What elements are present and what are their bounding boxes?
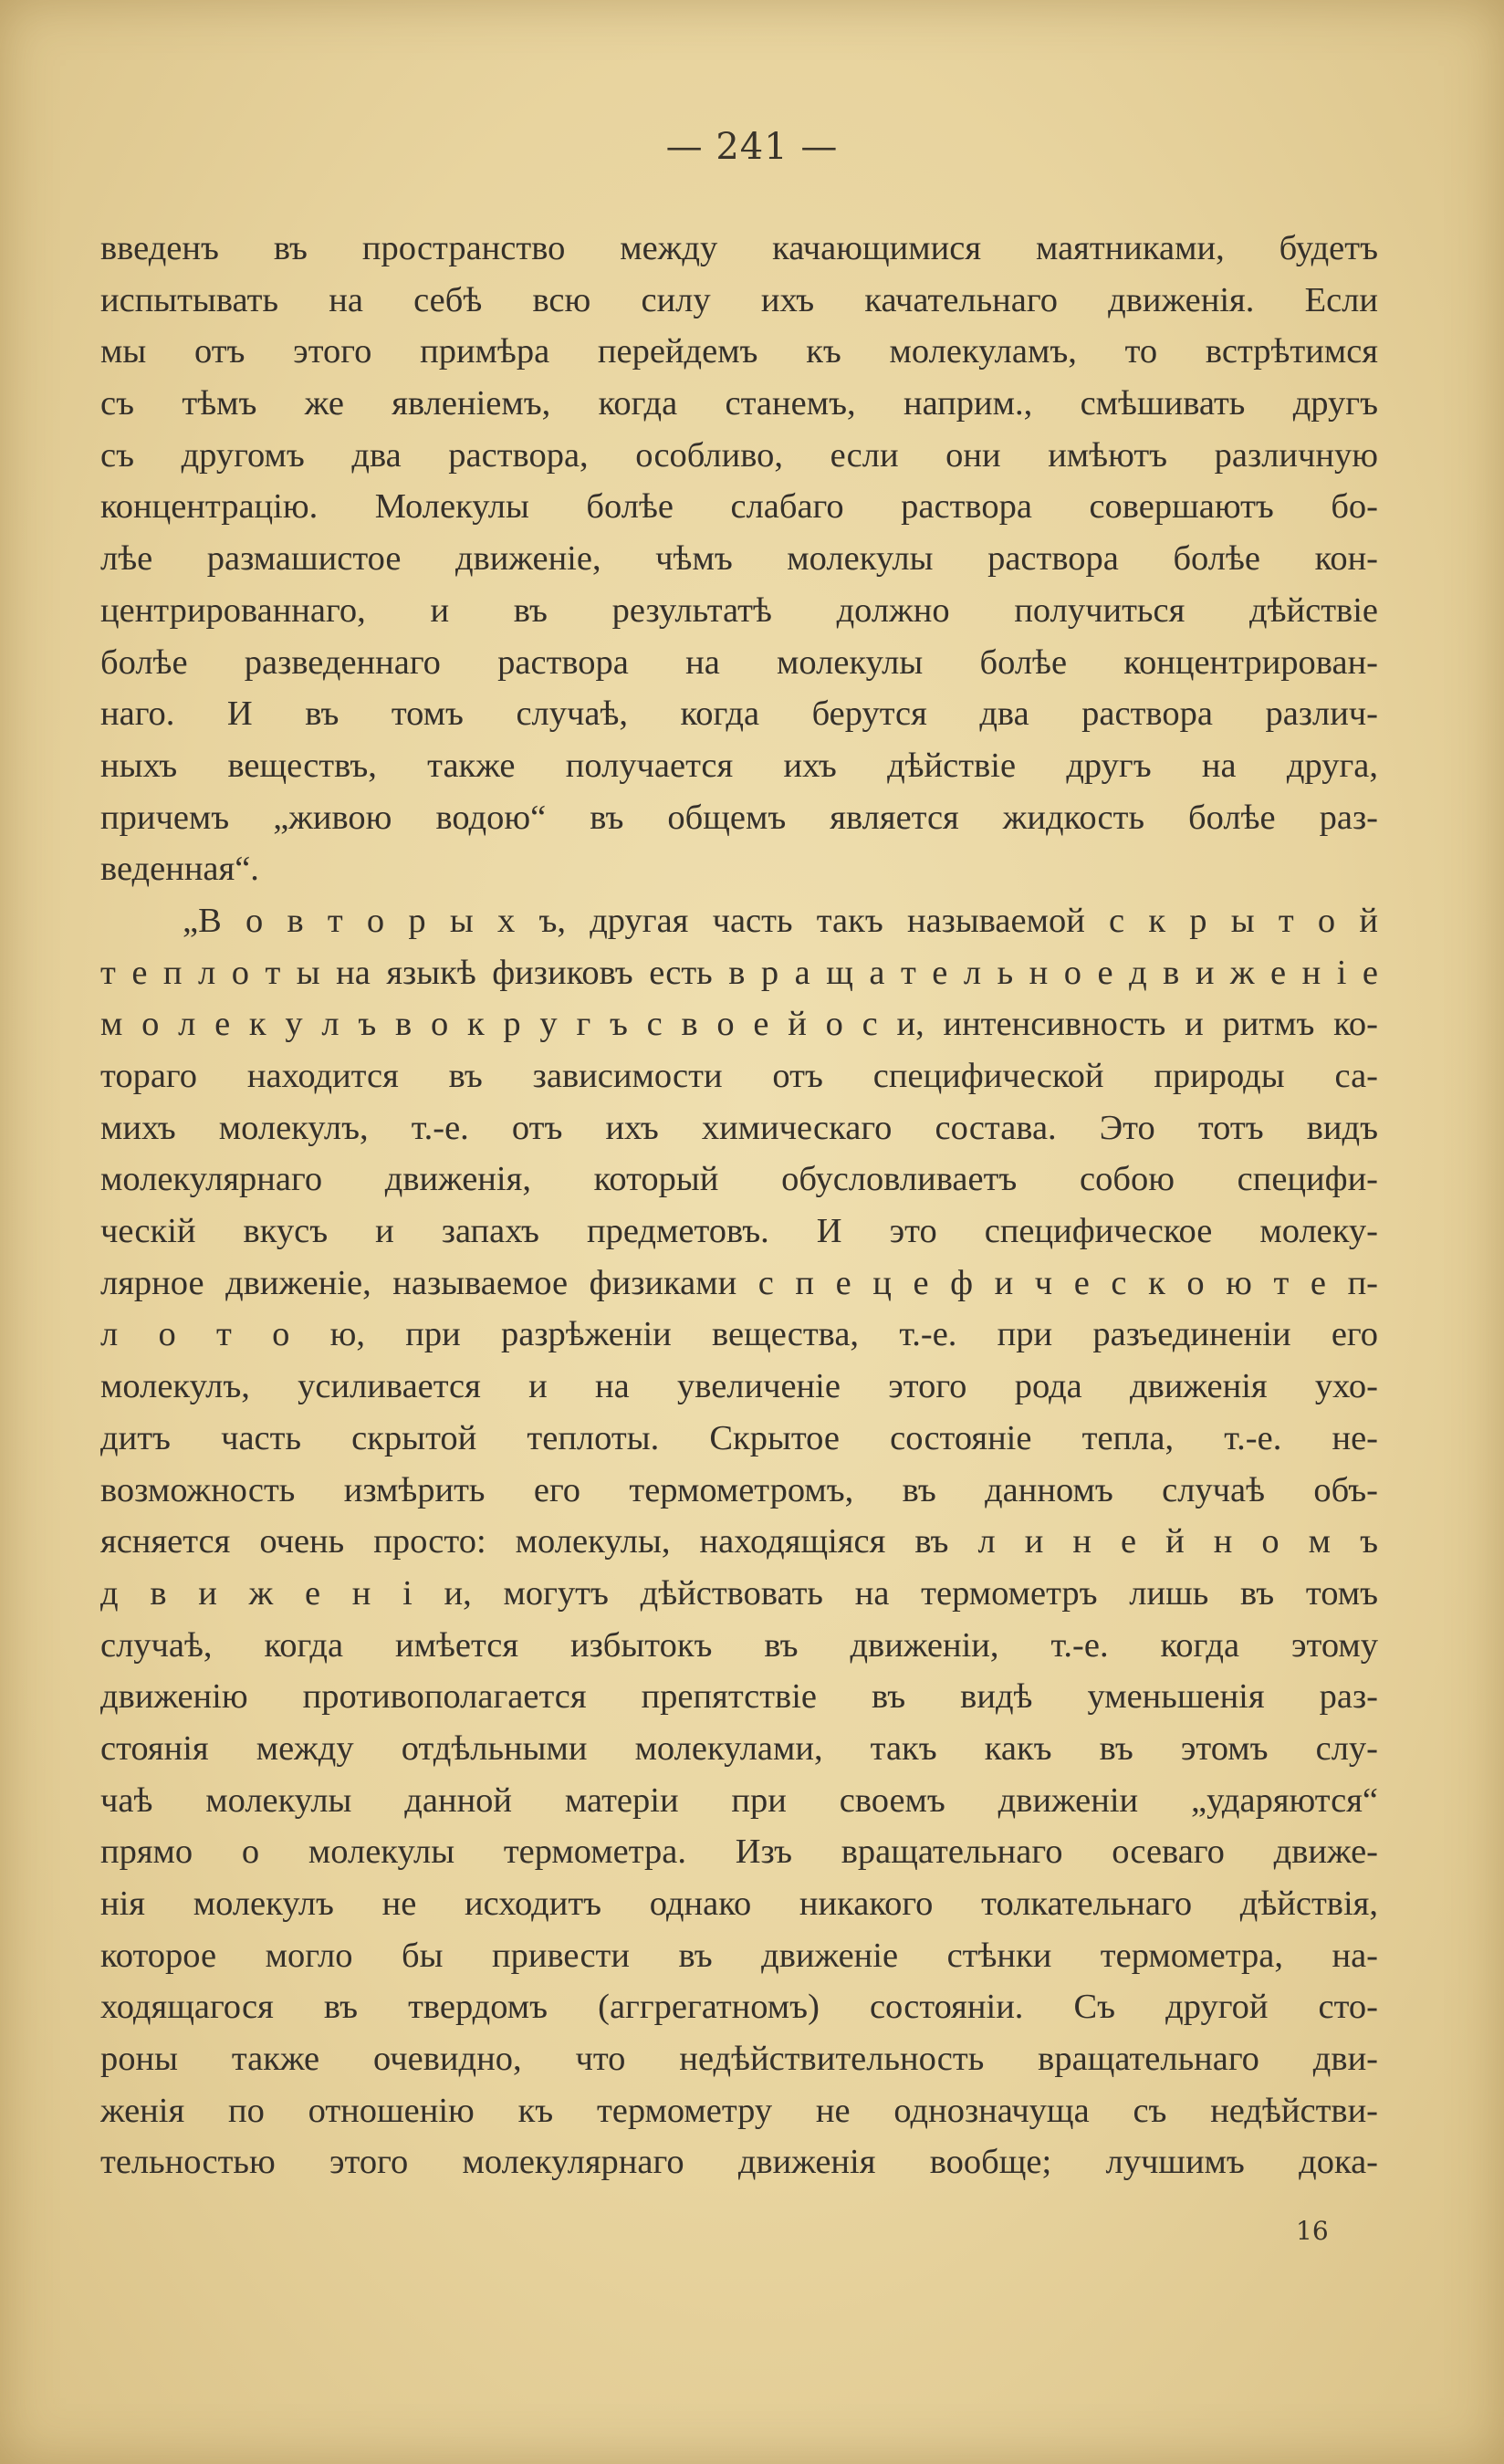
text-line: женія по отношенію къ термометру не однозначуща съ недѣйстви-: [100, 2091, 1378, 2130]
text-line: мы отъ этого примѣра перейдемъ къ молекуламъ, то встрѣтимся: [100, 332, 1378, 371]
text-line: ходящагося въ твердомъ (аггрегатномъ) состояніи. Съ другой сто-: [100, 1988, 1378, 2027]
text-line: лярное движеніе, называемое физиками с п е ц е ф и ч е с к о ю т е п-: [100, 1263, 1378, 1302]
text-line: которое могло бы привести въ движеніе стѣнки термометра, на-: [100, 1936, 1378, 1975]
text-line: молекулярнаго движенія, который обусловливаетъ собою специфи-: [100, 1160, 1378, 1199]
text-line: молекулъ, усиливается и на увеличеніе этого рода движенія ухо-: [100, 1367, 1378, 1406]
text-line: возможность измѣрить его термометромъ, въ данномъ случаѣ объ-: [100, 1470, 1378, 1509]
text-line: движенію противополагается препятствіе въ видѣ уменьшенія раз-: [100, 1677, 1378, 1717]
text-line: случаѣ, когда имѣется избытокъ въ движеніи, т.-е. когда этому: [100, 1625, 1378, 1665]
text-line: лѣе размашистое движеніе, чѣмъ молекулы раствора болѣе кон-: [100, 539, 1378, 579]
body-text: [100, 223, 1378, 2188]
text-line: чаѣ молекулы данной матеріи при своемъ движеніи „ударяются“: [100, 1780, 1378, 1820]
text-line: центрированнаго, и въ результатѣ должно получиться дѣйствіе: [100, 590, 1378, 630]
text-line: т е п л о т ы на языкѣ физиковъ есть в р а щ а т е л ь н о е д в и ж е н і е: [100, 953, 1378, 992]
text-line: стоянія между отдѣльными молекулами, такъ какъ въ этомъ слу-: [100, 1728, 1378, 1768]
text-line: наго. И въ томъ случаѣ, когда берутся два раствора различ-: [100, 694, 1378, 734]
text-line: съ другомъ два раствора, особливо, если они имѣютъ различную: [100, 435, 1378, 475]
text-line: д в и ж е н і и, могутъ дѣйствовать на термометръ лишь въ томъ: [100, 1573, 1378, 1613]
text-line: ческій вкусъ и запахъ предметовъ. И это специфическое молеку-: [100, 1212, 1378, 1251]
text-line: роны также очевидно, что недѣйствительность вращательнаго дви-: [100, 2040, 1378, 2079]
text-line: тораго находится въ зависимости отъ специфической природы са-: [100, 1057, 1378, 1095]
page-number: — 241 —: [665, 126, 839, 168]
text-line: причемъ „живою водою“ въ общемъ является жидкость болѣе раз-: [100, 798, 1378, 837]
text-line: михъ молекулъ, т.-е. отъ ихъ химическаго состава. Это тотъ видъ: [100, 1108, 1378, 1147]
text-line: ясняется очень просто: молекулы, находящіяся въ л и н е й н о м ъ: [100, 1522, 1378, 1561]
text-line: дитъ часть скрытой теплоты. Скрытое состояніе тепла, т.-е. не-: [100, 1418, 1378, 1457]
text-line: испытывать на себѣ всю силу ихъ качательнаго движенія. Если: [100, 280, 1378, 319]
text-line: м о л е к у л ъ в о к р у г ъ с в о е й о с и, интенсивность и ритмъ ко-: [100, 1005, 1378, 1044]
paragraph-end-line: веденная“.: [100, 850, 259, 889]
text-line: съ тѣмъ же явленіемъ, когда станемъ, наприм., смѣшивать другъ: [100, 384, 1378, 423]
text-line: л о т о ю, при разрѣженіи вещества, т.-е. при разъединеніи его: [100, 1315, 1378, 1354]
text-line: нія молекулъ не исходитъ однако никакого толкательнаго дѣйствія,: [100, 1885, 1378, 1923]
signature-mark: 16: [1296, 2216, 1329, 2246]
text-line: болѣе разведеннаго раствора на молекулы болѣе концентрирован-: [100, 642, 1378, 682]
text-line: прямо о молекулы термометра. Изъ вращательнаго осеваго движе-: [100, 1832, 1378, 1872]
text-line: тельностью этого молекулярнаго движенія вообще; лучшимъ дока-: [100, 2143, 1378, 2182]
text-line: ныхъ веществъ, также получается ихъ дѣйствіе другъ на друга,: [100, 746, 1378, 785]
paragraph-start-line: „В о в т о р ы х ъ, другая часть такъ называемой с к р ы т о й: [183, 901, 1378, 940]
text-line: введенъ въ пространство между качающимися маятниками, будетъ: [100, 229, 1378, 267]
text-line: концентрацію. Молекулы болѣе слабаго раствора совершаютъ бо-: [100, 487, 1378, 527]
